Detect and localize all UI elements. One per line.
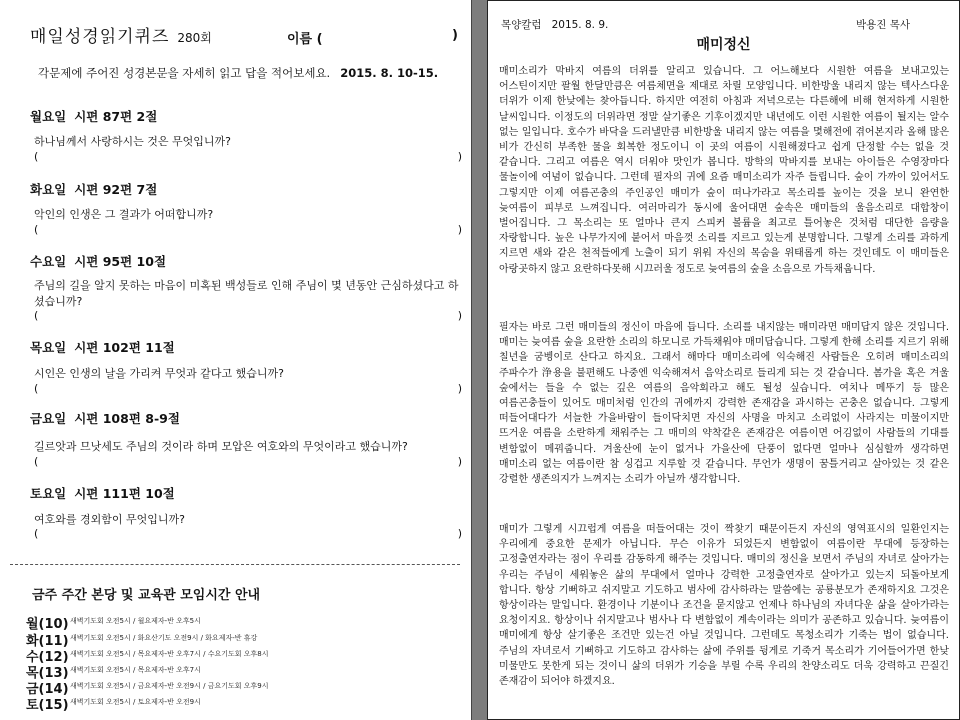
answer-blank[interactable]	[34, 527, 462, 543]
schedule-day: 목(13)	[26, 666, 69, 681]
day-heading	[30, 107, 157, 125]
answer-blank[interactable]	[34, 309, 462, 325]
quiz-title	[30, 22, 212, 47]
column-title: 매미정신	[696, 37, 751, 53]
scripture-ref: 시편 102편 11절	[74, 340, 175, 355]
day-label: 수요일	[30, 254, 67, 269]
quiz-round: 280회	[177, 31, 212, 45]
day-label: 금요일	[30, 411, 67, 426]
quiz-date-range: 2015. 8. 10-15.	[340, 66, 439, 80]
open-paren: (	[34, 309, 39, 322]
schedule-row	[26, 646, 466, 665]
quiz-instruction	[38, 65, 438, 81]
name-label: 이름 (	[287, 32, 323, 47]
instruction-text: 각문제에 주어진 성경본문을 자세히 읽고 답을 적어보세요.	[38, 66, 331, 80]
answer-blank[interactable]	[34, 150, 462, 166]
day-heading	[30, 409, 180, 427]
day-label: 목요일	[30, 340, 67, 355]
close-paren: )	[457, 382, 462, 395]
scripture-ref: 시편 87편 2절	[74, 109, 158, 124]
schedule-day: 토(15)	[26, 698, 69, 713]
schedule-detail: 새벽기도회 오전5시 / 월요제자-반 오후5시	[70, 617, 201, 625]
question-text: 악인의 인생은 그 결과가 어떠합니까?	[34, 208, 214, 221]
section-divider	[10, 564, 460, 565]
day-heading	[30, 252, 166, 270]
schedule-day: 월(10)	[26, 617, 69, 632]
question-text: 주님의 길을 알지 못하는 마음이 미혹된 백성들로 인해 주님이 몇 년동안 근심하셨다고 하셨습니까?	[34, 279, 459, 308]
day-heading	[30, 180, 157, 198]
schedule-detail: 새벽기도회 오전5시 / 목요제자-반 오후7시 / 수요기도회 오후8시	[70, 650, 269, 658]
open-paren: (	[34, 382, 39, 395]
scripture-ref: 시편 95편 10절	[74, 254, 167, 269]
question-text: 여호와를 경외함이 무엇입니까?	[34, 513, 185, 526]
column-header	[501, 17, 608, 32]
schedule-detail: 새벽기도회 오전5시 / 토요제자-반 오전9시	[70, 698, 201, 706]
day-label: 월요일	[30, 109, 67, 124]
scripture-ref: 시편 92편 7절	[74, 182, 158, 197]
answer-blank[interactable]	[34, 455, 462, 471]
question-text: 하나님께서 사랑하시는 것은 무엇입니까?	[34, 135, 231, 148]
schedule-detail: 새벽기도회 오전5시 / 목요제자-반 오후7시	[70, 666, 201, 674]
schedule-row	[26, 662, 466, 681]
column-paragraph: 매미소리가 막바지 여름의 더위를 알리고 있습니다. 그 어느해보다 시원한 여름을 보내고있는 어스틴이지만 팔월 한달만큼은 여름체면을 제대로 차릴 모양입니다. 비한방울 내리지 않는 텍사스다운 더위가 이제 한낮에는 찾아듭니다. 하지만 여전히 아침과 저녁으로는 다른해에 비해 현저하게 시원한 날씨입니다. 이정도의 더위라면 정말 살기좋은 기후이겠지만 내년에도 이런 시원한 여름이 될지는 알수 없는 일입니다. 호수가 바닥을 드러낼만큼 비한방울 내리지 않는 여름을 몇해전에 겪어본지라 올해 많은 비가 간신히 부족한 물을 회복한 정도이니 이 곳의 여름이 시원해졌다고 쉽게 단정할 수는 없을 것 같습니다. 그리고 여름은 역시 더워야 맛인가 봅니다. 방학의 막바지를 보내는 아이들은 수영장마다 물놀이에 여념이 없습니다. 그런데 필자의 귀에 요즘 매미소리가 자주 들립니다. 숲이 가까이 있어서도 그렇지만 이제 여름곤충의 주인공인 매미가 숲이 떠나가라고 목소리를 높이는 것을 보니 완연한 늦여름이 피부로 느껴집니다. 여러마리가 동시에 울어대면 숲속은 매미들의 울음소리로 대합창이 벌어집니다. 그 목소리는 또 얼마나 큰지 스피커 볼륨을 최고로 틀어놓은 것처럼 대단한 음량을 자랑합니다. 높은 나무가지에 붙어서 마음껏 소리를 지르고 있는게 분명합니다. 그렇게 소리를 과하게 지르면 새와 같은 천적들에게 노출이 되기 위워 자신의 목숨을 위태롭게 하는 것인데도 이 매미들은 아랑곳하지 않고 요란하다못해 시끄러울 정도로 늦여름의 숲을 소음으로 가득채웁니다.	[499, 66, 949, 275]
close-paren: )	[457, 309, 462, 322]
question-text: 길르앗과 므낫세도 주님의 것이라 하며 모압은 여호와의 무엇이라고 했습니까?	[34, 440, 408, 453]
scripture-ref: 시편 108편 8-9절	[74, 411, 180, 426]
answer-blank[interactable]	[34, 223, 462, 239]
schedule-day: 수(12)	[26, 650, 69, 665]
schedule-row	[26, 630, 466, 649]
name-close-paren: )	[452, 28, 458, 43]
schedule-row	[26, 678, 466, 697]
day-heading	[30, 338, 175, 356]
close-paren: )	[457, 527, 462, 540]
quiz-page	[0, 0, 472, 720]
column-date: 2015. 8. 9.	[551, 19, 609, 31]
quiz-title-text: 매일성경읽기퀴즈	[30, 27, 170, 47]
column-paragraph: 매미가 그렇게 시끄럽게 여름을 떠들어대는 것이 짝찾기 때문이든지 자신의 영역표시의 일환인지는 우리에게 중요한 문제가 아닙니다. 무슨 이유가 되었든지 변함없이 여름이란 무대에 등장하는 고정출연자라는 점이 우리를 감동하게 해주는 것입니다. 매미의 정신을 보면서 주님의 자녀로 살아가는 우리는 주님이 세워놓은 삶의 무대에서 얼마나 강력한 고정출연자로 살아가고 있는지 되돌아보게 합니다. 항상 기뻐하고 쉬지말고 기도하고 범사에 감사하라는 말씀에는 공룡분모가 존재하지요 그것은 항상이라는 말입니다. 환경이나 기분이나 조건을 묻지않고 언제나 하나님의 자녀다운 삶을 살아가라는 요청이지요. 항상이나 쉬지말고나 범사나 다 변함없이 계속이라는 의미가 공존하고 있습니다. 늦여름이 매미에게 항상 살기좋은 조건만 있는건 아닐 것입니다. 그런데도 목청소리가 기죽는 법이 없습니다. 주님의 자녀로서 기뻐하고 기도하고 감사하는 삶에 주위를 뒹게로 기죽거 목소리가 기어들어가면 한낮 미물만도 못한게 되는 것이니 삶의 더위가 기승을 부릴 수록 우리의 찬양소리도 더욱 강력하고 끈질긴 존재감이 되어야 하겠지요.	[499, 524, 949, 688]
column-author: 박용진 목사	[856, 19, 911, 31]
schedule-detail: 새벽기도회 오전5시 / 화요산기도 오전9시 / 화요제자-반 휴강	[70, 634, 258, 642]
day-label: 토요일	[30, 486, 67, 501]
schedule-row	[26, 613, 466, 632]
close-paren: )	[457, 223, 462, 236]
schedule-title: 금주 주간 본당 및 교육관 모임시간 안내	[32, 588, 261, 603]
close-paren: )	[457, 150, 462, 163]
open-paren: (	[34, 223, 39, 236]
column-label: 목양칼럼	[501, 19, 542, 31]
schedule-row	[26, 694, 466, 713]
open-paren: (	[34, 527, 39, 540]
close-paren: )	[457, 455, 462, 468]
open-paren: (	[34, 150, 39, 163]
day-label: 화요일	[30, 182, 67, 197]
schedule-detail: 새벽기도회 오전5시 / 금요제자-반 오전9시 / 금요기도회 오후9시	[70, 682, 269, 690]
schedule-day: 화(11)	[26, 634, 69, 649]
question-text: 시인은 인생의 날을 가리켜 무엇과 같다고 했습니까?	[34, 367, 284, 380]
column-page	[487, 0, 960, 720]
open-paren: (	[34, 455, 39, 468]
scripture-ref: 시편 111편 10절	[74, 486, 175, 501]
column-paragraph: 필자는 바로 그런 매미들의 정신이 마음에 듭니다. 소리를 내지않는 매미라면 매미답지 않은 것입니다. 매미는 늦여름 숲을 요란한 소리의 하모니로 가득채워야 매미답습니다. 그렇게 한해 소리를 지르기 위해 칠년을 굼벵이로 산다고 하지요. 그래서 해마다 매미소리에 익숙해진 사람들은 오히려 매미소리의 주파수가 浄용을 불편해도 나중엔 익숙해져서 음악소리로 들리게 되는 것 같습니다. 봄가을 혹은 겨울 숲에서는 들을 수 없는 깊은 여름의 음악회라고 해도 될성 싶습니다. 여치나 메뚜기 등 많은 여름곤충들이 있어도 매미처럼 인간의 귀에까지 강력한 존재감을 과시하는 곤충은 없습니다. 그렇게 떠들어대다가 서늘한 가을바람이 들이닥치면 자신의 사명을 마치고 소리없이 사라지는 미물이지만 뜨거운 여름을 소란하게 채워주는 그 매미의 약착같은 존재감은 여름이면 어김없이 사람들의 기대를 변함없이 메꿔줍니다. 겨울산에 눈이 없거나 가을산에 단풍이 없다면 얼마나 심심할까 생각하면 매미소리 없는 여름이란 참 싱겁고 지루할 것 같습니다. 무언가 생명이 꿈틀거리고 살아있는 것 같은 강렬한 생존의지가 느껴지는 소리가 아닐까 생각합니다.	[499, 322, 949, 486]
answer-blank[interactable]	[34, 382, 462, 398]
schedule-day: 금(14)	[26, 682, 69, 697]
day-heading	[30, 484, 175, 502]
